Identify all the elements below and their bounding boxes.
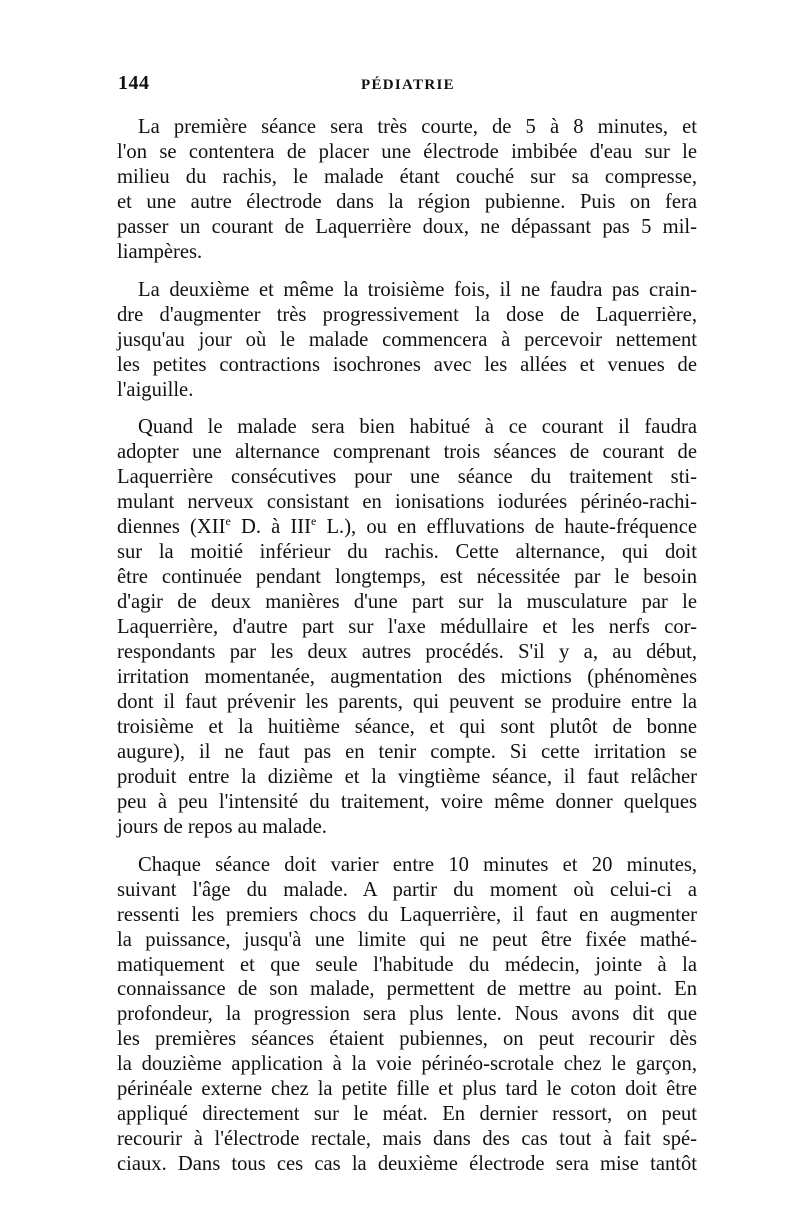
text-line: passer un courant de Laquerrière doux, ne dépassant pas 5 mil- [117, 215, 697, 238]
text-line: l'on se contentera de placer une électrode imbibée d'eau sur le [117, 140, 697, 163]
text-line: ciaux. Dans tous ces cas la deuxième électrode sera mise tantôt [117, 1153, 697, 1176]
running-head [118, 72, 696, 102]
text-line: appliqué directement sur le méat. En dernier ressort, on peut [117, 1103, 697, 1126]
paragraph [117, 278, 697, 403]
text-line: Chaque séance doit varier entre 10 minutes et 20 minutes, [138, 853, 697, 876]
text-line: les premières séances étaient pubiennes, on peut recourir dès [117, 1028, 697, 1051]
text-line: Quand le malade sera bien habitué à ce courant il faudra [138, 416, 697, 439]
text-line: adopter une alternance comprenant trois séances de courant de [117, 441, 697, 464]
text-line: Laquerrière consécutives pour une séance du traitement sti- [117, 466, 697, 489]
text-line: périnéale externe chez la petite fille et plus tard le coton doit être [117, 1078, 697, 1101]
text-line: et une autre électrode dans la région pubienne. Puis on fera [117, 190, 697, 213]
text-line: augure), il ne faut pas en tenir compte. Si cette irritation se [117, 740, 697, 763]
text-line: dont il faut prévenir les parents, qui peuvent se produire entre la [117, 690, 697, 713]
page-number: 144 [118, 72, 150, 94]
text-line: la puissance, jusqu'à une limite qui ne peut être fixée mathé- [117, 928, 697, 951]
body-text [117, 115, 697, 1177]
text-line: sur la moitié inférieur du rachis. Cette alternance, qui doit [117, 541, 697, 564]
text-line: milieu du rachis, le malade étant couché sur sa compresse, [117, 165, 697, 188]
text-line: ressenti les premiers chocs du Laquerrière, il faut en augmenter [117, 903, 697, 926]
text-line: peu à peu l'intensité du traitement, voire même donner quelques [117, 790, 697, 813]
text-line: profondeur, la progression sera plus lente. Nous avons dit que [117, 1003, 697, 1026]
text-line: Laquerrière, d'autre part sur l'axe médullaire et les nerfs cor- [117, 616, 697, 639]
text-line: troisième et la huitième séance, et qui sont plutôt de bonne [117, 715, 697, 738]
running-title: PÉDIATRIE [361, 77, 455, 93]
text-line: d'agir de deux manières d'une part sur la musculature par le [117, 591, 697, 614]
text-line: mulant nerveux consistant en ionisations iodurées périnéo-rachi- [117, 491, 697, 514]
text-line: connaissance de son malade, permettent de mettre au point. En [117, 978, 697, 1001]
text-line: La première séance sera très courte, de 5 à 8 minutes, et [138, 116, 697, 138]
text-line: l'aiguille. [117, 378, 194, 401]
text-line: dre d'augmenter très progressivement la dose de Laquerrière, [117, 303, 697, 326]
text-line: liampères. [117, 240, 203, 263]
text-line: être continuée pendant longtemps, est nécessitée par le besoin [117, 566, 697, 589]
text-line: les petites contractions isochrones avec les allées et venues de [117, 353, 697, 376]
text-line: diennes (XIIe D. à IIIe L.), ou en effluvations de haute-fréquence [117, 514, 697, 539]
paragraph [117, 415, 697, 839]
text-line: jours de repos au malade. [117, 815, 327, 838]
text-line: irritation momentanée, augmentation des mictions (phénomènes [117, 666, 697, 689]
text-line: recourir à l'électrode rectale, mais dans des cas tout à fait spé- [117, 1128, 697, 1151]
text-line: suivant l'âge du malade. A partir du moment où celui-ci a [117, 878, 697, 901]
text-line: La deuxième et même la troisième fois, il ne faudra pas crain- [138, 278, 697, 301]
text-line: jusqu'au jour où le malade commencera à percevoir nettement [117, 328, 697, 351]
text-line: matiquement et que seule l'habitude du médecin, jointe à la [117, 953, 697, 976]
paragraph [117, 115, 697, 265]
paragraph [117, 853, 697, 1177]
text-line: respondants par les deux autres procédés. S'il y a, au début, [117, 641, 697, 664]
text-line: produit entre la dizième et la vingtième séance, il faut relâcher [117, 765, 697, 788]
text-line: la douzième application à la voie périnéo-scrotale chez le garçon, [117, 1053, 697, 1076]
